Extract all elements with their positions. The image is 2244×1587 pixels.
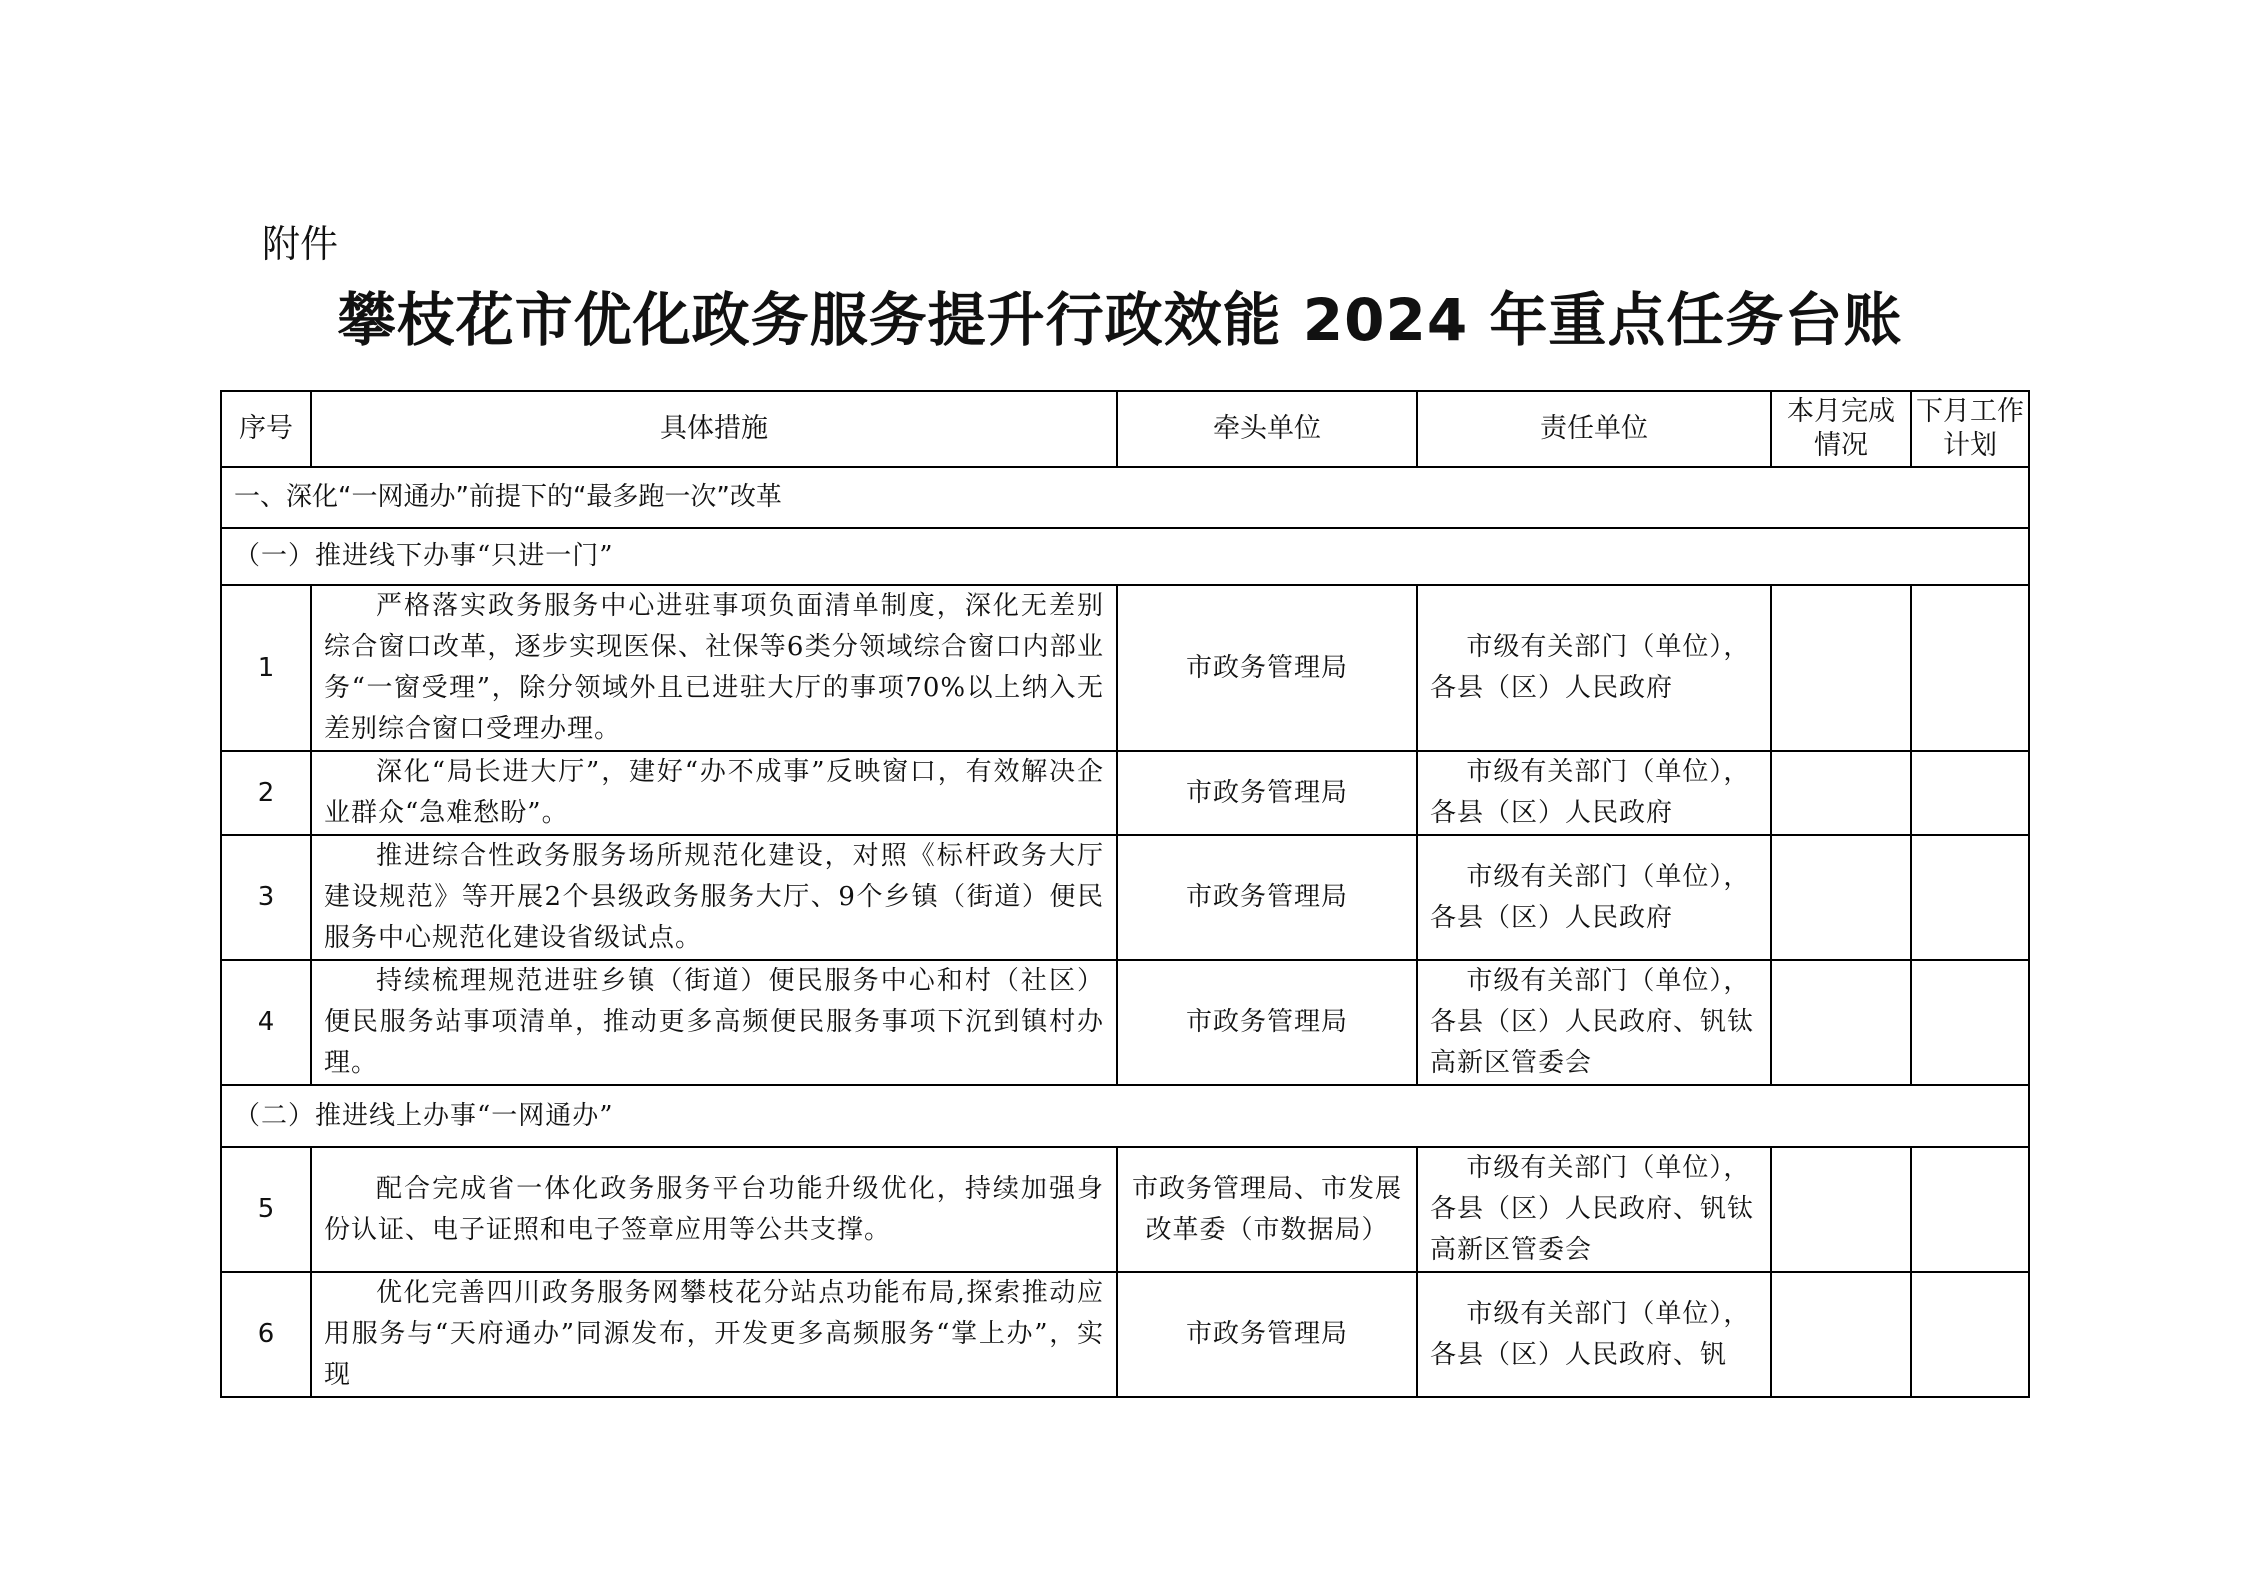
header-next-month-plan: 下月工作计划 — [1911, 391, 2029, 467]
row-responsible-unit: 市级有关部门（单位），各县（区）人民政府 — [1417, 585, 1771, 751]
row-next-month-plan — [1911, 585, 2029, 751]
subsection-row — [221, 1085, 2029, 1147]
row-this-month-status — [1771, 960, 1911, 1085]
row-this-month-status — [1771, 751, 1911, 835]
section-title: 一、深化“一网通办”前提下的“最多跑一次”改革 — [221, 467, 2029, 528]
row-responsible-unit: 市级有关部门（单位），各县（区）人民政府、钒 — [1417, 1272, 1771, 1397]
row-next-month-plan — [1911, 751, 2029, 835]
row-this-month-status — [1771, 835, 1911, 960]
table-row — [221, 835, 2029, 960]
header-measure: 具体措施 — [311, 391, 1117, 467]
row-lead-unit: 市政务管理局 — [1117, 1272, 1417, 1397]
row-lead-unit: 市政务管理局 — [1117, 835, 1417, 960]
row-this-month-status — [1771, 1272, 1911, 1397]
header-responsible-unit: 责任单位 — [1417, 391, 1771, 467]
row-lead-unit: 市政务管理局、市发展改革委（市数据局） — [1117, 1147, 1417, 1272]
header-no: 序号 — [221, 391, 311, 467]
row-number: 1 — [221, 585, 311, 751]
table-row — [221, 1147, 2029, 1272]
row-number: 6 — [221, 1272, 311, 1397]
table-row — [221, 751, 2029, 835]
row-next-month-plan — [1911, 1147, 2029, 1272]
row-responsible-unit: 市级有关部门（单位），各县（区）人民政府、钒钛高新区管委会 — [1417, 1147, 1771, 1272]
row-measure: 严格落实政务服务中心进驻事项负面清单制度，深化无差别综合窗口改革，逐步实现医保、社保等6类分领域综合窗口内部业务“一窗受理”，除分领域外且已进驻大厅的事项70%以上纳入无差别综合窗口受理办理。 — [311, 585, 1117, 751]
table-row — [221, 960, 2029, 1085]
table-row — [221, 585, 2029, 751]
row-lead-unit: 市政务管理局 — [1117, 585, 1417, 751]
row-this-month-status — [1771, 1147, 1911, 1272]
header-lead-unit: 牵头单位 — [1117, 391, 1417, 467]
row-next-month-plan — [1911, 960, 2029, 1085]
subsection-row — [221, 528, 2029, 585]
row-number: 5 — [221, 1147, 311, 1272]
row-responsible-unit: 市级有关部门（单位），各县（区）人民政府、钒钛高新区管委会 — [1417, 960, 1771, 1085]
row-this-month-status — [1771, 585, 1911, 751]
row-measure: 持续梳理规范进驻乡镇（街道）便民服务中心和村（社区）便民服务站事项清单，推动更多高频便民服务事项下沉到镇村办理。 — [311, 960, 1117, 1085]
section-row — [221, 467, 2029, 528]
subsection-title: （一）推进线下办事“只进一门” — [221, 528, 2029, 585]
attachment-label: 附件 — [262, 222, 339, 266]
row-number: 2 — [221, 751, 311, 835]
row-next-month-plan — [1911, 1272, 2029, 1397]
header-row — [221, 391, 2029, 467]
row-lead-unit: 市政务管理局 — [1117, 960, 1417, 1085]
document-title: 攀枝花市优化政务服务提升行政效能 2024 年重点任务台账 — [337, 286, 1903, 354]
row-responsible-unit: 市级有关部门（单位），各县（区）人民政府 — [1417, 835, 1771, 960]
row-measure: 推进综合性政务服务场所规范化建设，对照《标杆政务大厅建设规范》等开展2个县级政务服务大厅、9个乡镇（街道）便民服务中心规范化建设省级试点。 — [311, 835, 1117, 960]
row-measure: 优化完善四川政务服务网攀枝花分站点功能布局,探索推动应用服务与“天府通办”同源发布，开发更多高频服务“掌上办”，实现 — [311, 1272, 1117, 1397]
row-measure: 配合完成省一体化政务服务平台功能升级优化，持续加强身份认证、电子证照和电子签章应用等公共支撑。 — [311, 1147, 1117, 1272]
table-row — [221, 1272, 2029, 1397]
row-lead-unit: 市政务管理局 — [1117, 751, 1417, 835]
header-this-month-status: 本月完成情况 — [1771, 391, 1911, 467]
row-next-month-plan — [1911, 835, 2029, 960]
row-responsible-unit: 市级有关部门（单位），各县（区）人民政府 — [1417, 751, 1771, 835]
row-measure: 深化“局长进大厅”，建好“办不成事”反映窗口，有效解决企业群众“急难愁盼”。 — [311, 751, 1117, 835]
task-ledger-table — [220, 390, 2030, 1398]
row-number: 3 — [221, 835, 311, 960]
subsection-title: （二）推进线上办事“一网通办” — [221, 1085, 2029, 1147]
row-number: 4 — [221, 960, 311, 1085]
